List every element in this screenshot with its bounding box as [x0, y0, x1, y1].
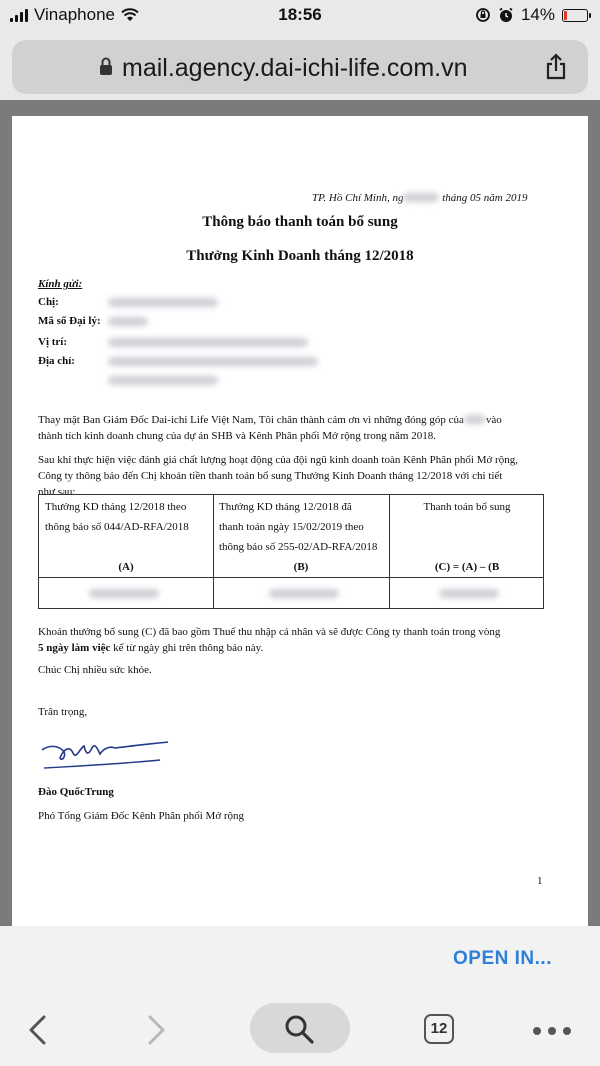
document-subtitle: Thưởng Kinh Doanh tháng 12/2018 [186, 248, 414, 264]
pdf-viewer[interactable] [0, 100, 600, 926]
redacted-value-c [439, 589, 499, 598]
share-icon[interactable] [544, 53, 568, 81]
browser-toolbar [0, 998, 600, 1066]
search-button[interactable] [250, 1003, 350, 1053]
alarm-icon [498, 7, 514, 23]
redacted-value-a [89, 589, 159, 598]
paragraph-3: Khoản thưởng bổ sung (C) đã bao gồm Thuế thu nhập cá nhân và sẽ được Công ty thanh toán trong vòng 5 ngày làm việc kể từ ngày ghi trên thông báo này. [38, 626, 501, 654]
status-right [475, 5, 588, 25]
closing-line: Trân trọng, [38, 706, 88, 718]
address-label: Địa chỉ: [38, 355, 75, 367]
back-icon[interactable] [26, 1014, 48, 1046]
signer-title: Phó Tổng Giám Đốc Kênh Phân phối Mở rộng [38, 810, 245, 822]
col-b-desc: Thưởng KD tháng 12/2018 đã thanh toán ngày 15/02/2019 theo thông báo số 255-02/AD-RFA/2018 [219, 501, 378, 553]
forward-icon[interactable] [146, 1014, 168, 1046]
open-in-bar [0, 926, 600, 998]
col-b-head: (B) [293, 561, 309, 573]
col-a-head: (A) [118, 561, 134, 573]
more-icon[interactable] [532, 1026, 572, 1036]
name-label: Chị: [38, 296, 59, 308]
tabs-button[interactable]: 12 [424, 1014, 454, 1044]
open-in-button[interactable]: OPEN IN... [453, 948, 552, 969]
signature-image [40, 726, 170, 776]
redacted-address-2 [108, 376, 218, 385]
address-bar[interactable] [12, 40, 588, 94]
search-icon [283, 1013, 315, 1045]
date-line: TP. Hồ Chí Minh, ng tháng 05 năm 2019 [312, 192, 528, 204]
col-c-desc: Thanh toán bổ sung [423, 501, 511, 513]
agent-code-label: Mã số Đại lý: [38, 315, 101, 327]
battery-percent: 14% [520, 5, 555, 24]
url-text[interactable]: mail.agency.dai-ichi-life.com.vn [122, 54, 468, 82]
paragraph-1: Thay mặt Ban Giám Đốc Dai-ichi Life Việt Nam, Tôi chân thành cảm ơn vì những đóng góp của vào thành tích kinh doanh chung của dự án SHB và Kênh Phân phối Mở rộng trong năm 2018. [38, 414, 502, 442]
rotation-lock-icon [475, 7, 491, 23]
col-c-head: (C) = (A) – (B [434, 561, 500, 573]
signer-name: Đào QuốcTrung [38, 786, 114, 798]
col-a-desc: Thưởng KD tháng 12/2018 theo thông báo số 044/AD-RFA/2018 [45, 501, 189, 533]
document-page [12, 116, 588, 926]
redacted-agent-code [108, 317, 148, 326]
clock: 18:56 [278, 5, 322, 24]
paragraph-2: Sau khi thực hiện việc đánh giá chất lượng hoạt động của đội ngũ kinh doanh toàn Kênh Phân phối Mở rộng, Công ty thông báo đến Chị khoản tiền thanh toán bổ sung Thưởng Kinh Doanh tháng 12/2018 với chi tiết như sau: [38, 454, 518, 498]
status-bar [0, 0, 600, 30]
wish-line: Chúc Chị nhiều sức khỏe. [38, 664, 152, 676]
redacted-value-b [269, 589, 339, 598]
lock-icon [98, 56, 114, 76]
carrier-name: Vinaphone [34, 5, 115, 24]
greeting: Kính gửi: [38, 278, 83, 290]
document-title: Thông báo thanh toán bổ sung [202, 214, 398, 230]
battery-icon [562, 9, 588, 22]
redacted-name [108, 298, 218, 307]
redacted-position [108, 338, 308, 347]
position-label: Vị trí: [38, 336, 68, 348]
page-number: 1 [537, 875, 543, 887]
redacted-address [108, 357, 318, 366]
browser-header [0, 30, 600, 100]
payment-table [38, 494, 544, 609]
